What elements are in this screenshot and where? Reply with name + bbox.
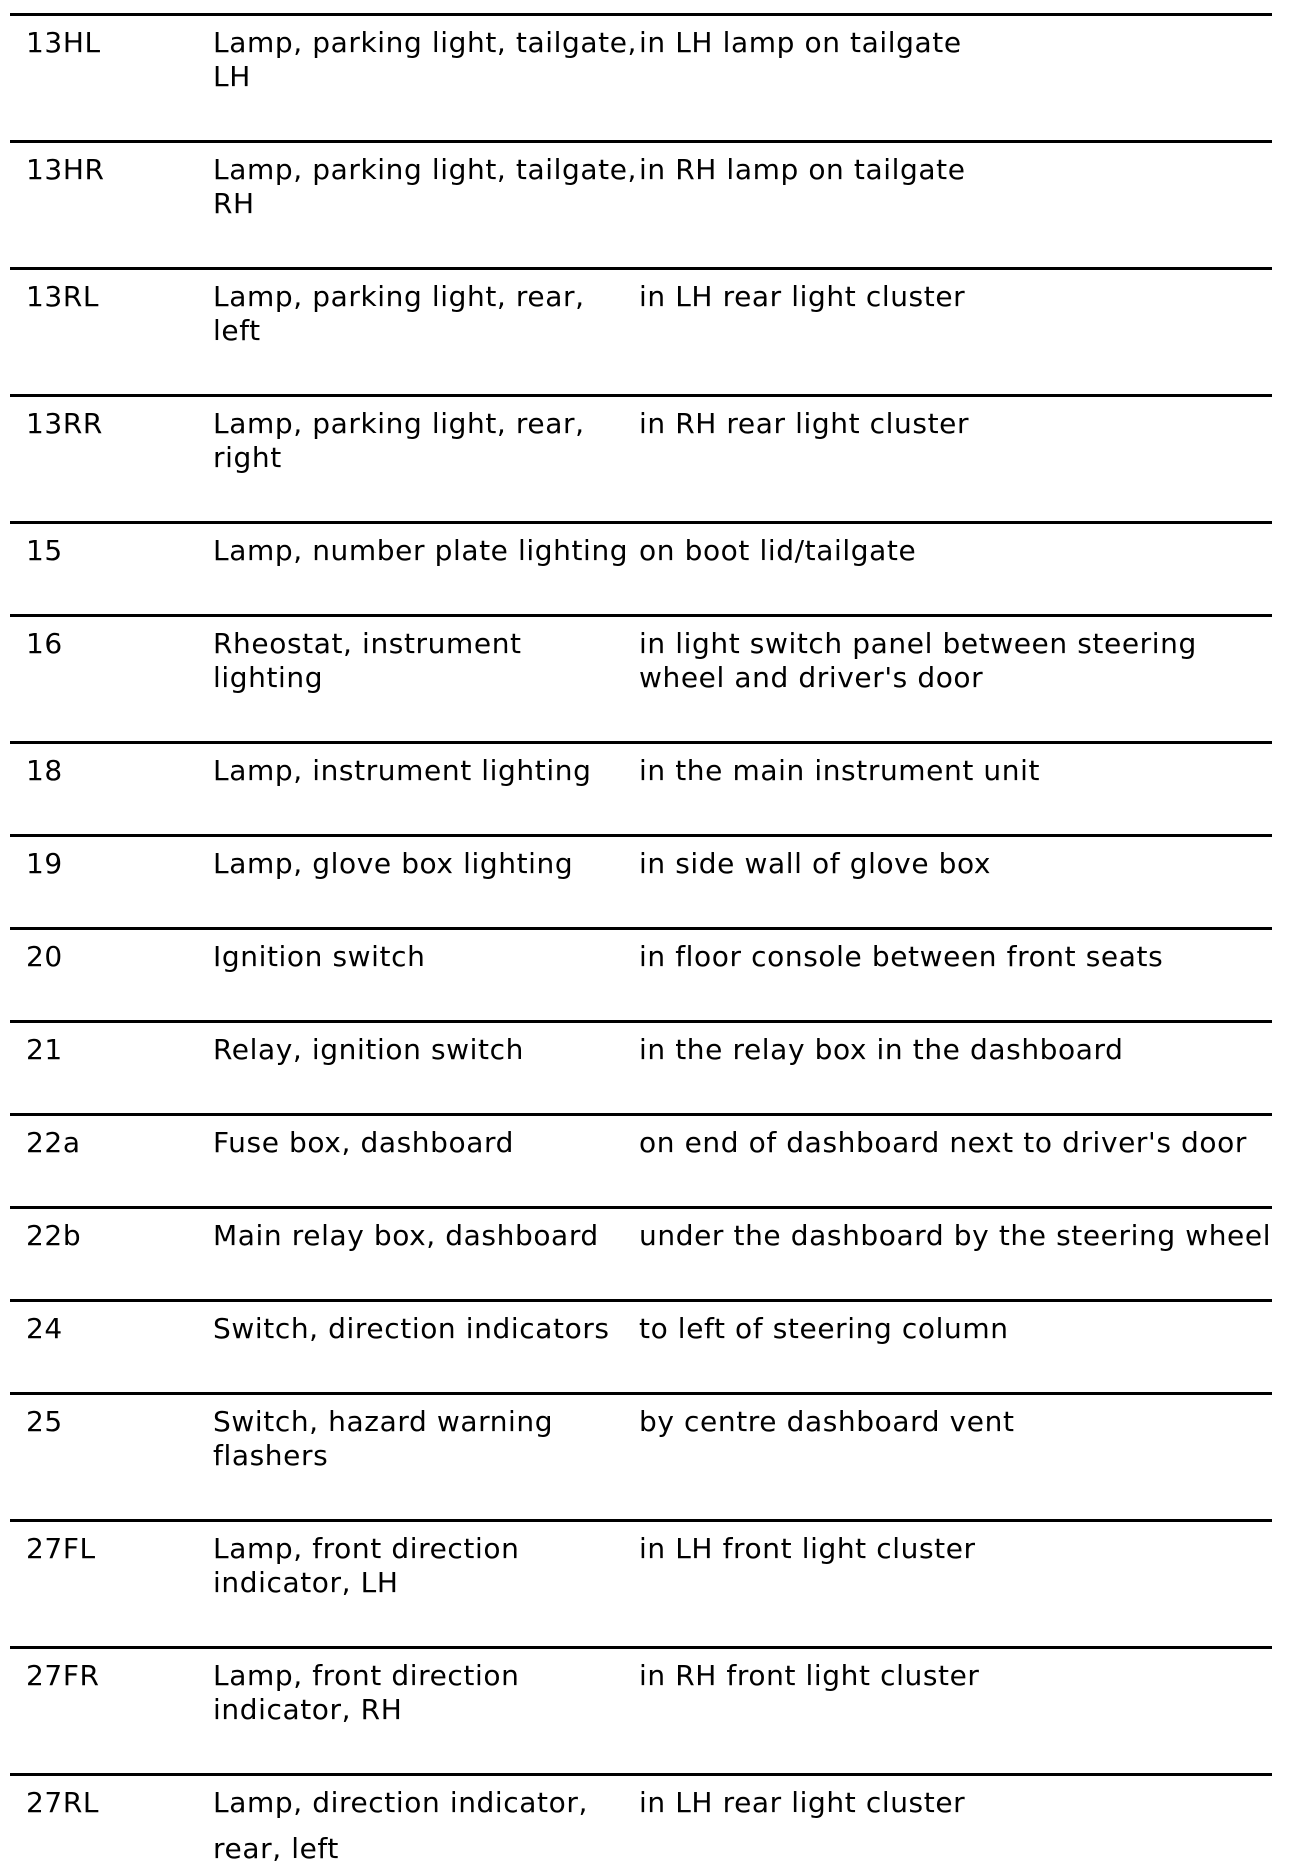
component-location: on boot lid/tailgate (639, 534, 917, 567)
component-location: in LH front light cluster (639, 1532, 976, 1565)
component-location: by centre dashboard vent (639, 1405, 1015, 1438)
component-description: Lamp, number plate lighting (213, 534, 629, 567)
component-description: Lamp, front direction indicator, LH (213, 1532, 520, 1599)
component-location: in LH rear light cluster (639, 1786, 966, 1819)
table-row (10, 1206, 1272, 1299)
component-description (213, 1786, 638, 1866)
table-row (10, 1519, 1272, 1646)
component-description: Main relay box, dashboard (213, 1219, 599, 1252)
component-description: Lamp, parking light, tailgate, LH (213, 26, 638, 93)
component-code: 13RR (26, 407, 103, 440)
table-row (10, 140, 1272, 267)
component-code: 18 (26, 754, 63, 787)
table-row (10, 394, 1272, 521)
table-row (10, 1299, 1272, 1392)
component-code: 27RL (26, 1786, 100, 1819)
component-description: Switch, hazard warning flashers (213, 1405, 554, 1472)
component-code: 24 (26, 1312, 63, 1345)
component-location: in LH lamp on tailgate (639, 26, 962, 59)
component-location: on end of dashboard next to driver's door (639, 1126, 1247, 1159)
component-code: 25 (26, 1405, 63, 1438)
component-description: Lamp, front direction indicator, RH (213, 1659, 520, 1726)
component-location: in the main instrument unit (639, 754, 1041, 787)
table-row (10, 614, 1272, 741)
component-location: in the relay box in the dashboard (639, 1033, 1124, 1066)
component-location: in floor console between front seats (639, 940, 1164, 973)
component-code: 20 (26, 940, 63, 973)
component-code: 15 (26, 534, 63, 567)
table-row (10, 1020, 1272, 1113)
component-description: Relay, ignition switch (213, 1033, 524, 1066)
table-row (10, 1113, 1272, 1206)
component-description: Rheostat, instrument lighting (213, 627, 522, 694)
component-description: Lamp, glove box lighting (213, 847, 574, 880)
component-code: 22a (26, 1126, 81, 1159)
component-description: Lamp, instrument lighting (213, 754, 592, 787)
table-row (10, 927, 1272, 1020)
table-row (10, 13, 1272, 140)
table-row (10, 1392, 1272, 1519)
component-code: 27FR (26, 1659, 100, 1692)
component-description: Lamp, parking light, rear, right (213, 407, 585, 474)
table-row (10, 834, 1272, 927)
component-location: in RH front light cluster (639, 1659, 980, 1692)
component-location: in side wall of glove box (639, 847, 992, 880)
table-row (10, 521, 1272, 614)
component-description: Lamp, parking light, rear, left (213, 280, 585, 347)
component-location: under the dashboard by the steering wheel (639, 1219, 1272, 1252)
component-code: 13HR (26, 153, 105, 186)
component-location-table (10, 13, 1272, 1863)
component-description: Lamp, parking light, tailgate, RH (213, 153, 638, 220)
description-line-2: rear, left (213, 1832, 339, 1865)
component-location: to left of steering column (639, 1312, 1009, 1345)
description-line-1: Lamp, direction indicator, (213, 1786, 588, 1819)
table-row (10, 267, 1272, 394)
component-code: 21 (26, 1033, 63, 1066)
component-location: in LH rear light cluster (639, 280, 966, 313)
component-code: 13RL (26, 280, 100, 313)
component-code: 13HL (26, 26, 101, 59)
component-code: 16 (26, 627, 63, 660)
table-row (10, 1646, 1272, 1773)
table-row (10, 1773, 1272, 1863)
table-row (10, 741, 1272, 834)
component-code: 22b (26, 1219, 82, 1252)
component-location: in light switch panel between steering wheel and driver's door (639, 627, 1197, 694)
component-description: Ignition switch (213, 940, 426, 973)
component-description: Switch, direction indicators (213, 1312, 610, 1345)
component-code: 27FL (26, 1532, 96, 1565)
component-code: 19 (26, 847, 63, 880)
component-location: in RH rear light cluster (639, 407, 970, 440)
component-location: in RH lamp on tailgate (639, 153, 966, 186)
component-description: Fuse box, dashboard (213, 1126, 514, 1159)
